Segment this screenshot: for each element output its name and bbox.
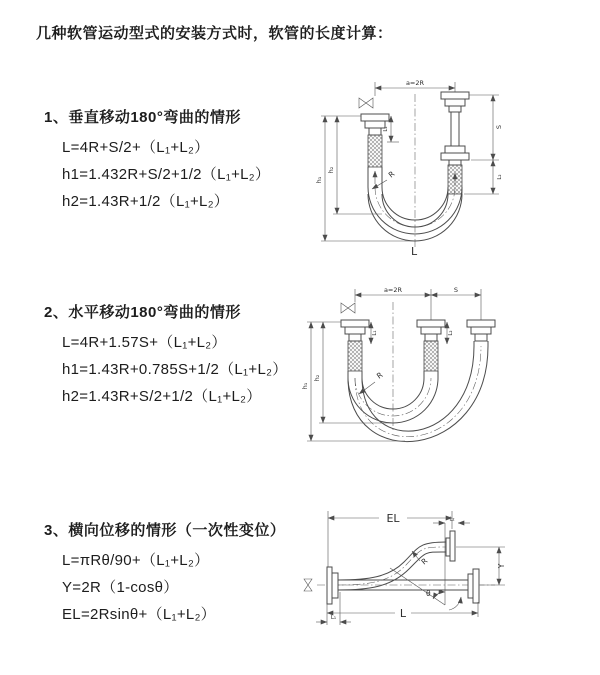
dim-label-length: L: [399, 607, 407, 620]
hose-u-bend-moved: [348, 346, 488, 442]
diagram-lateral-displacement: [297, 493, 567, 658]
dim-label-l1: L₁: [383, 126, 389, 132]
section-2-formula-h1: h1=1.43R+0.785S+1/2（L₁+L₂）: [62, 361, 288, 378]
dim-label-radius: R: [419, 556, 430, 567]
length-dimension: [327, 602, 478, 625]
dim-label-s: S: [453, 286, 459, 294]
dim-label-h1: h₁: [315, 176, 323, 184]
construction-diagonal: [390, 568, 445, 605]
dim-label-l1: L₁: [372, 330, 378, 336]
section-1-formula-h2: h2=1.43R+1/2（L₁+L₂）: [62, 193, 230, 210]
right-flange: [468, 569, 479, 603]
diagram-horizontal-180-bend: [295, 278, 565, 458]
dim-label-el: EL: [386, 512, 400, 525]
dim-label-radius: R: [374, 370, 385, 381]
section-1-formula-L: L=4R+S/2+（L₁+L₂）: [62, 139, 210, 156]
section-1-formula-h1: h1=1.432R+S/2+1/2（L₁+L₂）: [62, 166, 271, 183]
dim-label-theta: θ: [426, 589, 431, 598]
valve-icon: [341, 303, 355, 313]
section-1-heading: 1、垂直移动180°弯曲的情形: [44, 109, 241, 126]
middle-pipe-fitting: [417, 320, 445, 378]
height-dimension-h1: [315, 116, 415, 241]
dim-label-y: Y: [497, 563, 506, 569]
dim-label-a2r: a=2R: [383, 286, 403, 294]
el-dimension: [328, 511, 455, 568]
diagram-vertical-180-bend: [303, 72, 533, 262]
dim-label-l2: L₂: [497, 174, 503, 180]
top-dimension-a2r: [355, 286, 481, 320]
dim-label-length: L: [411, 245, 418, 258]
dim-label-radius: R: [386, 169, 397, 180]
dim-label-l1: L₁: [330, 615, 337, 621]
left-flange: [327, 567, 338, 604]
displaced-flange: [446, 531, 455, 561]
dim-label-l2: L₂: [449, 516, 455, 523]
travel-dimension-s: [464, 95, 503, 194]
section-2-formula-L: L=4R+1.57S+（L₁+L₂）: [62, 334, 227, 351]
section-3: [44, 519, 285, 621]
left-pipe-fitting: [341, 320, 369, 378]
theta-angle: [426, 589, 461, 610]
section-1: [44, 106, 270, 208]
section-3-formula-EL: EL=2Rsinθ+（L₁+L₂）: [62, 606, 216, 623]
section-2-formula-h2: h2=1.43R+S/2+1/2（L₁+L₂）: [62, 388, 262, 405]
section-3-formula-L: L=πRθ/90+（L₁+L₂）: [62, 552, 210, 569]
section-2: [44, 301, 288, 403]
section-2-heading: 2、水平移动180°弯曲的情形: [44, 304, 241, 321]
moved-pipe-fitting: [467, 320, 495, 346]
y-dimension: [456, 547, 506, 585]
radius-callout: [372, 169, 396, 189]
section-3-formula-Y: Y=2R（1-cosθ）: [62, 579, 179, 596]
fitting-dimension-l2: [447, 322, 454, 344]
dim-label-s: S: [495, 124, 503, 130]
fitting-dimension-l2: [433, 517, 470, 524]
page-title: 几种软管运动型式的安装方式时，软管的长度计算：: [36, 25, 393, 42]
dim-label-h2: h₂: [327, 166, 335, 174]
dim-label-a2r: a=2R: [405, 79, 425, 87]
dim-label-h2: h₂: [313, 374, 321, 382]
dim-label-h1: h₁: [301, 382, 309, 390]
fitting-dimension-l1: [371, 322, 378, 344]
valve-icon: [359, 98, 373, 108]
hose-curved-position: [338, 542, 446, 590]
dim-label-l2: L₂: [448, 330, 454, 336]
section-3-heading: 3、横向位移的情形（一次性变位）: [44, 522, 286, 539]
valve-icon: [304, 579, 312, 591]
